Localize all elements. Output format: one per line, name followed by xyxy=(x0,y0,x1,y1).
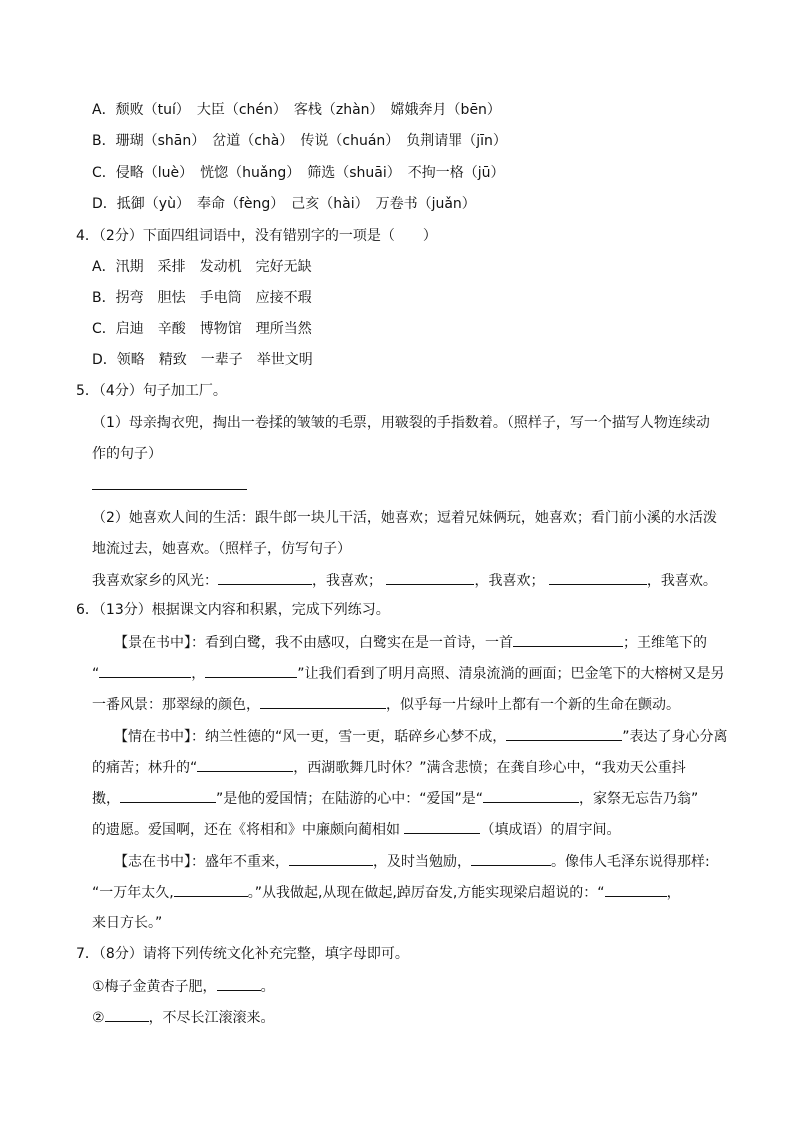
q5-blank-2[interactable] xyxy=(386,570,474,585)
q6-stem: 6．（13分）根据课文内容和积累，完成下列练习。 xyxy=(76,602,390,618)
q6-scene-line3 xyxy=(92,694,680,715)
q7-item-1-end: 。 xyxy=(260,979,275,995)
q5-text-1: ，我喜欢； xyxy=(312,573,382,589)
q7-item-2-marker: ② xyxy=(92,1010,105,1026)
q4-option-a: A．汛期 采排 发动机 完好无缺 xyxy=(92,259,312,275)
q6-emotion-line4 xyxy=(92,819,620,840)
q6-ambition-line3: 来日方长。” xyxy=(92,915,163,931)
q6-emotion-text-3: 的痛苦；林升的“ xyxy=(92,760,198,776)
q6-blank-10[interactable] xyxy=(289,851,373,866)
q5-text-2: ，我喜欢； xyxy=(474,573,545,589)
q6-ambition-text-4: “一万年太久, xyxy=(92,885,174,901)
q6-blank-9[interactable] xyxy=(404,819,480,834)
q6-blank-11[interactable] xyxy=(471,851,551,866)
q6-emotion-text-2: ”表达了身心分离 xyxy=(622,729,728,745)
q6-emotion-line1 xyxy=(114,726,728,747)
q6-ambition-text-5: 。”从我做起,从现在做起,踔厉奋发,方能实现梁启超说的：“ xyxy=(247,885,605,901)
q3-option-a: A．颓败（tuí） 大臣（chén） 客栈（zhàn） 嫦娥奔月（bēn） xyxy=(92,102,501,118)
q3-option-d: D．抵御（yù） 奉命（fèng） 己亥（hài） 万卷书（juǎn） xyxy=(92,196,476,212)
q5-part1-line1: （1）母亲掏衣兜，掏出一卷揉的皱皱的毛票，用皲裂的手指数着。（照样子，写一个描写人物连续动 xyxy=(92,415,710,431)
q5-part1-line2: 作的句子） xyxy=(92,446,162,462)
q6-ambition-text-2: ，及时当勉励， xyxy=(373,854,471,870)
q6-scene-line1 xyxy=(114,632,707,653)
q6-emotion-text-1: 【情在书中】：纳兰性德的“风一更，雪一更，聒碎乡心梦不成， xyxy=(114,729,507,745)
q6-scene-text-3: ”让我们看到了明月高照、清泉流淌的画面；巴金笔下的大榕树又是另 xyxy=(297,666,725,682)
q6-emotion-text-9: （填成语）的眉宇间。 xyxy=(480,822,621,838)
q6-ambition-text-3: 。像伟人毛泽东说得那样: xyxy=(551,854,710,870)
q6-emotion-text-5: 擞， xyxy=(92,791,120,807)
q5-stem: 5．（4分）句子加工厂。 xyxy=(76,383,227,399)
q6-ambition-text-1: 【志在书中】：盛年不重来， xyxy=(114,854,289,870)
q6-scene-text-1: 【景在书中】：看到白鹭，我不由感叹，白鹭实在是一首诗，一首 xyxy=(114,635,513,651)
q6-scene-line2 xyxy=(92,663,725,684)
q6-blank-2[interactable] xyxy=(99,663,191,678)
q7-item-2-text: ，不尽长江滚滚来。 xyxy=(148,1010,275,1026)
q6-quote-open: “ xyxy=(92,666,100,682)
q6-ambition-line2 xyxy=(92,882,681,903)
q6-emotion-text-7: ，家祭无忘告乃翁” xyxy=(579,791,699,807)
q5-part2-line2: 地流过去，她喜欢。（照样子，仿写句子） xyxy=(92,541,351,557)
q6-blank-6[interactable] xyxy=(197,757,293,772)
q6-blank-8[interactable] xyxy=(483,788,579,803)
q6-emotion-text-4: ，西湖歌舞几时休？”满含悲愤；在龚自珍心中，“我劝天公重抖 xyxy=(293,760,686,776)
q6-blank-3[interactable] xyxy=(205,663,297,678)
q6-ambition-line1 xyxy=(114,851,710,872)
q5-part2-prefix: 我喜欢家乡的风光： xyxy=(92,573,218,589)
q7-item-1 xyxy=(92,976,275,997)
q3-option-b: B．珊瑚（shān） 岔道（chà） 传说（chuán） 负荆请罪（jīn） xyxy=(92,133,507,149)
q6-scene-text-2: ；王维笔下的 xyxy=(623,635,707,651)
q7-item-1-text: ①梅子金黄杏子肥， xyxy=(92,979,217,995)
q4-option-c: C．启迪 辛酸 博物馆 理所当然 xyxy=(92,321,312,337)
q6-comma: ， xyxy=(191,666,206,682)
q6-blank-1[interactable] xyxy=(513,632,623,647)
q6-emotion-line3 xyxy=(92,788,698,809)
q5-blank-3[interactable] xyxy=(549,570,647,585)
q6-scene-text-5: ，似乎每一片绿叶上都有一个新的生命在颤动。 xyxy=(386,697,680,713)
q6-scene-text-4: 一番风景：那翠绿的颜色， xyxy=(92,697,260,713)
q6-blank-5[interactable] xyxy=(506,726,622,741)
q6-blank-7[interactable] xyxy=(120,788,216,803)
q5-text-3: ，我喜欢。 xyxy=(646,573,717,589)
q7-stem: 7．（8分）请将下列传统文化补充完整，填字母即可。 xyxy=(76,946,409,962)
q4-stem: 4．（2分）下面四组词语中，没有错别字的一项是（ ） xyxy=(76,228,437,244)
q6-blank-12[interactable] xyxy=(174,882,248,897)
q7-blank-1[interactable] xyxy=(217,976,261,991)
q6-emotion-line2 xyxy=(92,757,686,778)
q4-option-b: B．拐弯 胆怯 手电筒 应接不瑕 xyxy=(92,290,312,306)
q6-blank-4[interactable] xyxy=(260,694,386,709)
q5-part1-answer-line[interactable] xyxy=(92,475,247,496)
q5-blank-1[interactable] xyxy=(218,570,312,585)
q7-blank-2[interactable] xyxy=(105,1007,149,1022)
q6-emotion-text-6: ”是他的爱国情；在陆游的心中：“爱国”是“ xyxy=(216,791,484,807)
q5-part2-line1: （2）她喜欢人间的生活：跟牛郎一块儿干活，她喜欢；逗着兄妹俩玩，她喜欢；看门前小溪的水活泼 xyxy=(92,510,717,526)
q6-blank-13[interactable] xyxy=(605,882,667,897)
q7-item-2 xyxy=(92,1007,275,1028)
q4-option-d: D．领略 精致 一辈子 举世文明 xyxy=(92,352,313,368)
q5-part2-line3 xyxy=(92,570,717,591)
q3-option-c: C．侵略（luè） 恍惚（huǎng） 筛选（shuāi） 不拘一格（jū） xyxy=(92,165,505,181)
q6-ambition-text-6: ， xyxy=(666,885,681,901)
q6-emotion-text-8: 的遗愿。爱国啊，还在《将相和》中廉颇向蔺相如 xyxy=(92,822,400,838)
